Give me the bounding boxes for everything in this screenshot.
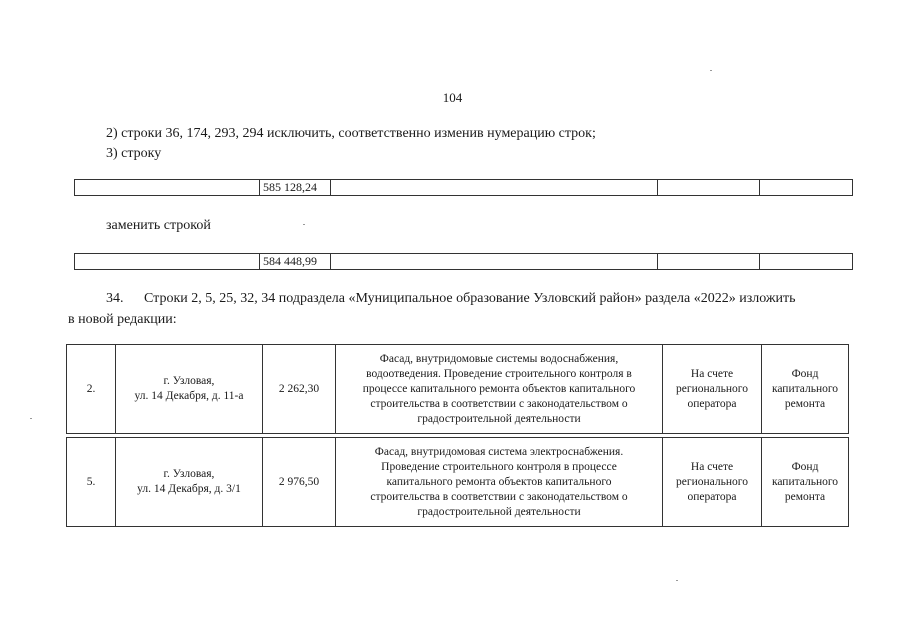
account-line: оператора — [687, 397, 737, 410]
work-line: строительства в соответствии с законодательством о — [370, 397, 628, 410]
fund-line: капитального — [771, 382, 839, 395]
work-line: Фасад, внутридомовая система электроснабжения. — [374, 445, 624, 458]
item-3-text: 3) строку — [106, 146, 162, 161]
row-fund — [762, 438, 849, 527]
new-row-cell-blank — [331, 254, 658, 270]
replace-text: заменить строкой — [106, 218, 211, 233]
fund-line: ремонта — [784, 397, 826, 410]
row-account — [663, 345, 762, 434]
row-work-description — [336, 345, 663, 434]
new-row-table — [74, 253, 853, 270]
old-row-cell-blank — [75, 180, 260, 196]
row-amount: 2 262,30 — [263, 345, 336, 434]
table-row — [67, 438, 849, 527]
address-line-1: г. Узловая, — [163, 375, 215, 387]
edit-table-row-5 — [66, 437, 849, 527]
para-34-number: 34. — [106, 291, 124, 306]
row-account — [663, 438, 762, 527]
address-line-2: ул. 14 Декабря, д. 3/1 — [137, 483, 241, 495]
row-number: 2. — [67, 345, 116, 434]
new-row-cell-blank — [75, 254, 260, 270]
fund-line: Фонд — [791, 367, 819, 380]
row-number: 5. — [67, 438, 116, 527]
para-34-line1: Строки 2, 5, 25, 32, 34 подраздела «Муниципальное образование Узловский район» раздела «2022» изложить — [144, 291, 796, 306]
item-2-text: 2) строки 36, 174, 293, 294 исключить, соответственно изменив нумерацию строк; — [106, 126, 596, 141]
old-row-amount: 585 128,24 — [260, 180, 331, 196]
old-row-cell-blank — [331, 180, 658, 196]
para-34-line2: в новой редакции: — [68, 312, 177, 327]
new-row-cell-blank — [760, 254, 853, 270]
work-line: капитального ремонта объектов капитального — [386, 475, 612, 488]
work-line: Проведение строительного контроля в процессе — [381, 460, 617, 473]
account-line: регионального — [676, 475, 748, 488]
fund-line: ремонта — [784, 490, 826, 503]
old-row-cell-blank — [658, 180, 760, 196]
work-line: водоотведения. Проведение строительного контроля в — [366, 367, 632, 380]
scan-speck — [676, 580, 678, 581]
work-line: строительства в соответствии с законодательством о — [370, 490, 628, 503]
table-row — [67, 345, 849, 434]
account-line: На счете — [690, 367, 734, 380]
address-line-1: г. Узловая, — [163, 468, 215, 480]
row-amount: 2 976,50 — [263, 438, 336, 527]
new-row-cell-blank — [658, 254, 760, 270]
scan-speck — [710, 70, 712, 71]
old-row-table — [74, 179, 853, 196]
account-line: регионального — [676, 382, 748, 395]
old-row-cell-blank — [760, 180, 853, 196]
address-line-2: ул. 14 Декабря, д. 11-а — [134, 390, 244, 402]
work-line: градостроительной деятельности — [417, 412, 581, 425]
row-address — [116, 345, 263, 434]
work-line: Фасад, внутридомовые системы водоснабжения, — [379, 352, 619, 365]
scan-speck — [303, 224, 305, 225]
account-line: оператора — [687, 490, 737, 503]
work-line: процессе капитального ремонта объектов капитального — [362, 382, 636, 395]
account-line: На счете — [690, 460, 734, 473]
work-line: градостроительной деятельности — [417, 505, 581, 518]
edit-table-row-2 — [66, 344, 849, 434]
row-work-description — [336, 438, 663, 527]
new-row-amount: 584 448,99 — [260, 254, 331, 270]
fund-line: Фонд — [791, 460, 819, 473]
page-number: 104 — [442, 90, 463, 105]
fund-line: капитального — [771, 475, 839, 488]
row-address — [116, 438, 263, 527]
row-fund — [762, 345, 849, 434]
scan-speck — [30, 418, 32, 419]
